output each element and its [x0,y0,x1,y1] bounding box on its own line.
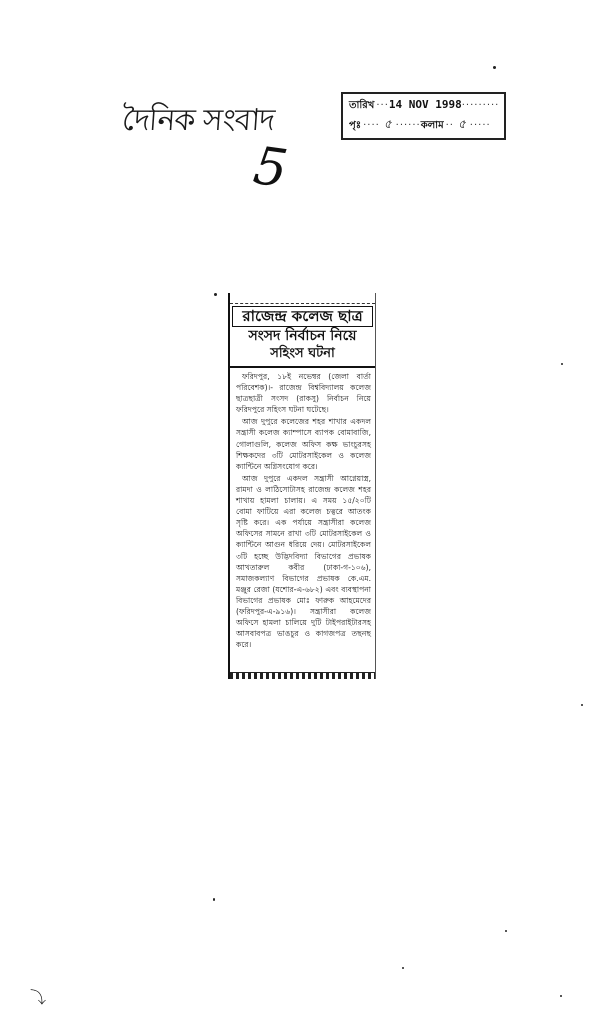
stamp-page-value: ৫ [383,117,392,131]
scan-speck [560,995,562,997]
stamp-dots: ···· [363,120,380,131]
stamp-dots: ······ [395,120,421,131]
article-body [230,368,375,650]
stamp-date-value: 14 NOV 1998 [388,98,462,111]
stamp-column-label: কলাম [420,120,444,131]
newspaper-name: দৈনিক সংবাদ [120,103,276,138]
stamp-dots: ····· [469,120,491,131]
headline-line-3: সহিংস ঘটনা [270,346,335,361]
clipping-bottom-edge [230,672,375,679]
scan-speck [581,704,583,706]
stamp-date-label: তারিখ [349,100,375,111]
clipping-torn-edge [230,293,375,304]
stamp-column-value: ৫ [457,117,466,131]
stamp-page-label: পৃঃ [349,120,362,131]
newspaper-clipping [228,293,376,679]
handwritten-page-number: 5 [249,135,292,201]
article-headline [230,304,375,368]
scan-speck [505,930,507,932]
scan-speck [493,66,496,69]
scan-speck [213,898,215,901]
scan-speck [402,967,404,969]
scan-speck [214,293,217,296]
article-paragraph: ফরিদপুর, ১৮ই নভেম্বর (জেলা বার্তা পরিবেশক)।- রাজেন্দ্র বিশ্ববিদ্যালয় কলেজ ছাত্রছাত্রী সংসদ (রাকসু) নির্বাচন নিয়ে ফরিদপুরে সহিংস ঘটনা ঘটেছে। [236,372,371,415]
stamp-dots: ··· [376,100,389,111]
article-paragraph: আজ দুপুরে কলেজের শহর শাখার একদল সন্ত্রাসী কলেজ ক্যাম্পাসে ব্যাপক বোমাবাজি, গোলাগুলি, কলেজ অফিস কক্ষ ভাংচুরসহ শিক্ষকদের ৩টি মোটরসাইকেল ও কলেজ ক্যান্টিনে অগ্নিসংযোগ করে। [236,417,371,471]
headline-line-1: রাজেন্দ্র কলেজ ছাত্র [232,306,373,327]
date-stamp [341,92,506,140]
headline-line-2: সংসদ নির্বাচন নিয়ে [248,328,357,344]
scan-speck [561,363,563,365]
article-paragraph: আজ দুপুরে একদল সন্ত্রাসী আগ্নেয়াস্ত্র, রামদা ও লাঠিসোটাসহ রাজেন্দ্র কলেজ শহর শাখায় হামলা চালায়। এ সময় ১৫/২০টি বোমা ফাটিয়ে এরা কলেজ চত্বরে আতংক সৃষ্টি করে। এক পর্যায়ে সন্ত্রাসীরা কলেজ অফিসের সামনে রাখা ৩টি মোটরসাইকেল ও ক্যান্টিনে আগুন ধরিয়ে দেয়। মোটরসাইকেল ৩টি হচ্ছে উদ্ভিদবিদ্যা বিভাগের প্রভাষক আখতারুল কবীর (ঢাকা-গ-১০৬), সমাজকল্যাণ বিভাগের প্রভাষক কে.এম. মঞ্জুর রেজা (যশোর-এ-৬৮২) এবং ব্যবস্থাপনা বিভাগের প্রভাষক মোঃ ফারুক আহমেদের (ফরিদপুর-এ-৯১৬)। সন্ত্রাসীরা কলেজ অফিসে হামলা চালিয়ে দুটি টাইপরাইটারসহ আসবাবপত্র ভাঙচুর ও কাগজপত্র তছনছ করে। [236,473,371,650]
stamp-dots: ·· [445,120,454,131]
corner-mark-icon: ⤵ [30,988,47,1007]
stamp-dots: ········· [461,100,500,111]
